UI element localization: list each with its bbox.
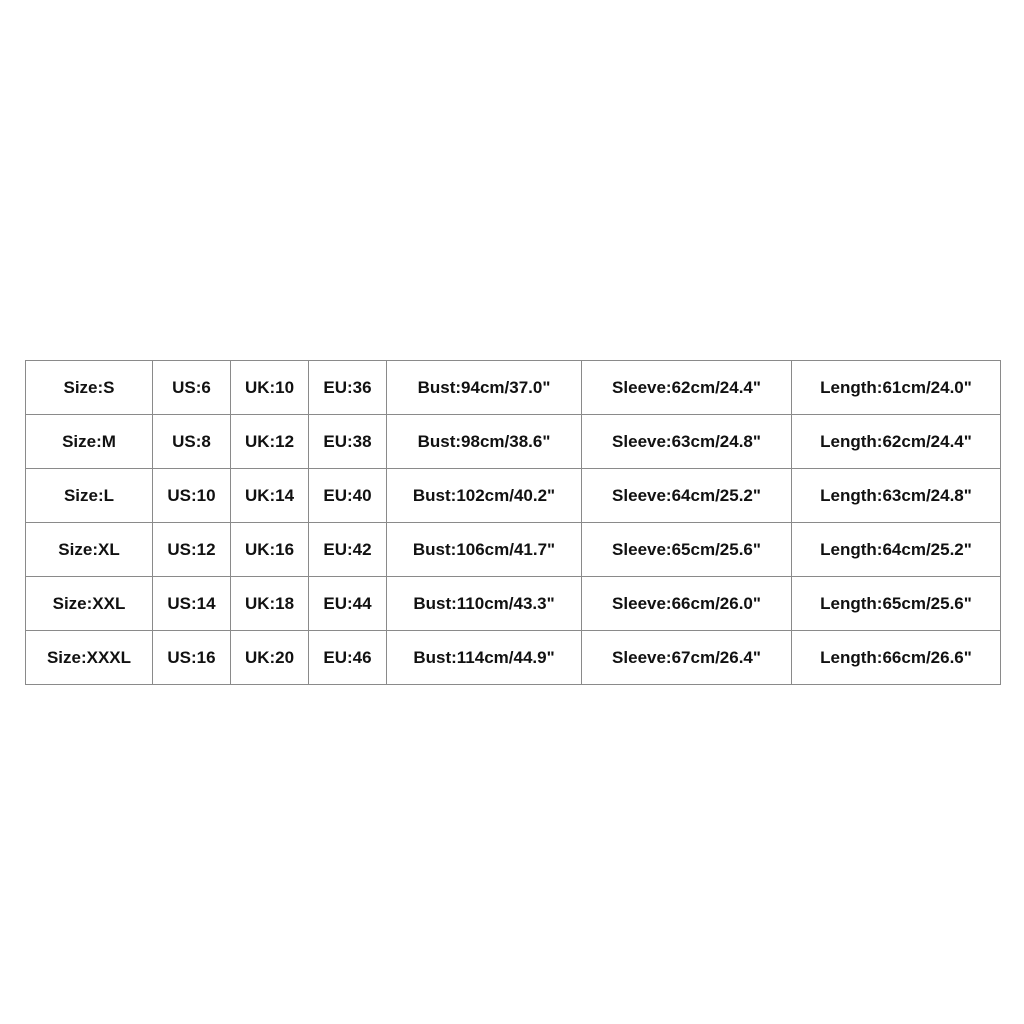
table-row	[26, 523, 1001, 577]
sleeve-cell: Sleeve:63cm/24.8"	[582, 415, 792, 469]
size-chart-table	[25, 360, 1001, 685]
sleeve-cell: Sleeve:64cm/25.2"	[582, 469, 792, 523]
uk-size-cell: UK:16	[231, 523, 309, 577]
bust-cell: Bust:98cm/38.6"	[387, 415, 582, 469]
eu-size-cell: EU:46	[309, 631, 387, 685]
us-size-cell: US:16	[153, 631, 231, 685]
eu-size-cell: EU:42	[309, 523, 387, 577]
size-cell: Size:XXXL	[26, 631, 153, 685]
table-row	[26, 361, 1001, 415]
size-cell: Size:L	[26, 469, 153, 523]
sleeve-cell: Sleeve:62cm/24.4"	[582, 361, 792, 415]
bust-cell: Bust:102cm/40.2"	[387, 469, 582, 523]
sleeve-cell: Sleeve:66cm/26.0"	[582, 577, 792, 631]
us-size-cell: US:14	[153, 577, 231, 631]
length-cell: Length:64cm/25.2"	[792, 523, 1001, 577]
uk-size-cell: UK:14	[231, 469, 309, 523]
bust-cell: Bust:106cm/41.7"	[387, 523, 582, 577]
eu-size-cell: EU:44	[309, 577, 387, 631]
us-size-cell: US:12	[153, 523, 231, 577]
table-row	[26, 469, 1001, 523]
bust-cell: Bust:110cm/43.3"	[387, 577, 582, 631]
uk-size-cell: UK:18	[231, 577, 309, 631]
size-cell: Size:S	[26, 361, 153, 415]
bust-cell: Bust:94cm/37.0"	[387, 361, 582, 415]
sleeve-cell: Sleeve:65cm/25.6"	[582, 523, 792, 577]
table-row	[26, 577, 1001, 631]
size-cell: Size:M	[26, 415, 153, 469]
sleeve-cell: Sleeve:67cm/26.4"	[582, 631, 792, 685]
us-size-cell: US:10	[153, 469, 231, 523]
us-size-cell: US:8	[153, 415, 231, 469]
uk-size-cell: UK:12	[231, 415, 309, 469]
us-size-cell: US:6	[153, 361, 231, 415]
eu-size-cell: EU:40	[309, 469, 387, 523]
eu-size-cell: EU:38	[309, 415, 387, 469]
length-cell: Length:66cm/26.6"	[792, 631, 1001, 685]
size-cell: Size:XL	[26, 523, 153, 577]
bust-cell: Bust:114cm/44.9"	[387, 631, 582, 685]
uk-size-cell: UK:10	[231, 361, 309, 415]
table-row	[26, 631, 1001, 685]
length-cell: Length:62cm/24.4"	[792, 415, 1001, 469]
length-cell: Length:61cm/24.0"	[792, 361, 1001, 415]
eu-size-cell: EU:36	[309, 361, 387, 415]
table-row	[26, 415, 1001, 469]
size-cell: Size:XXL	[26, 577, 153, 631]
length-cell: Length:63cm/24.8"	[792, 469, 1001, 523]
length-cell: Length:65cm/25.6"	[792, 577, 1001, 631]
uk-size-cell: UK:20	[231, 631, 309, 685]
